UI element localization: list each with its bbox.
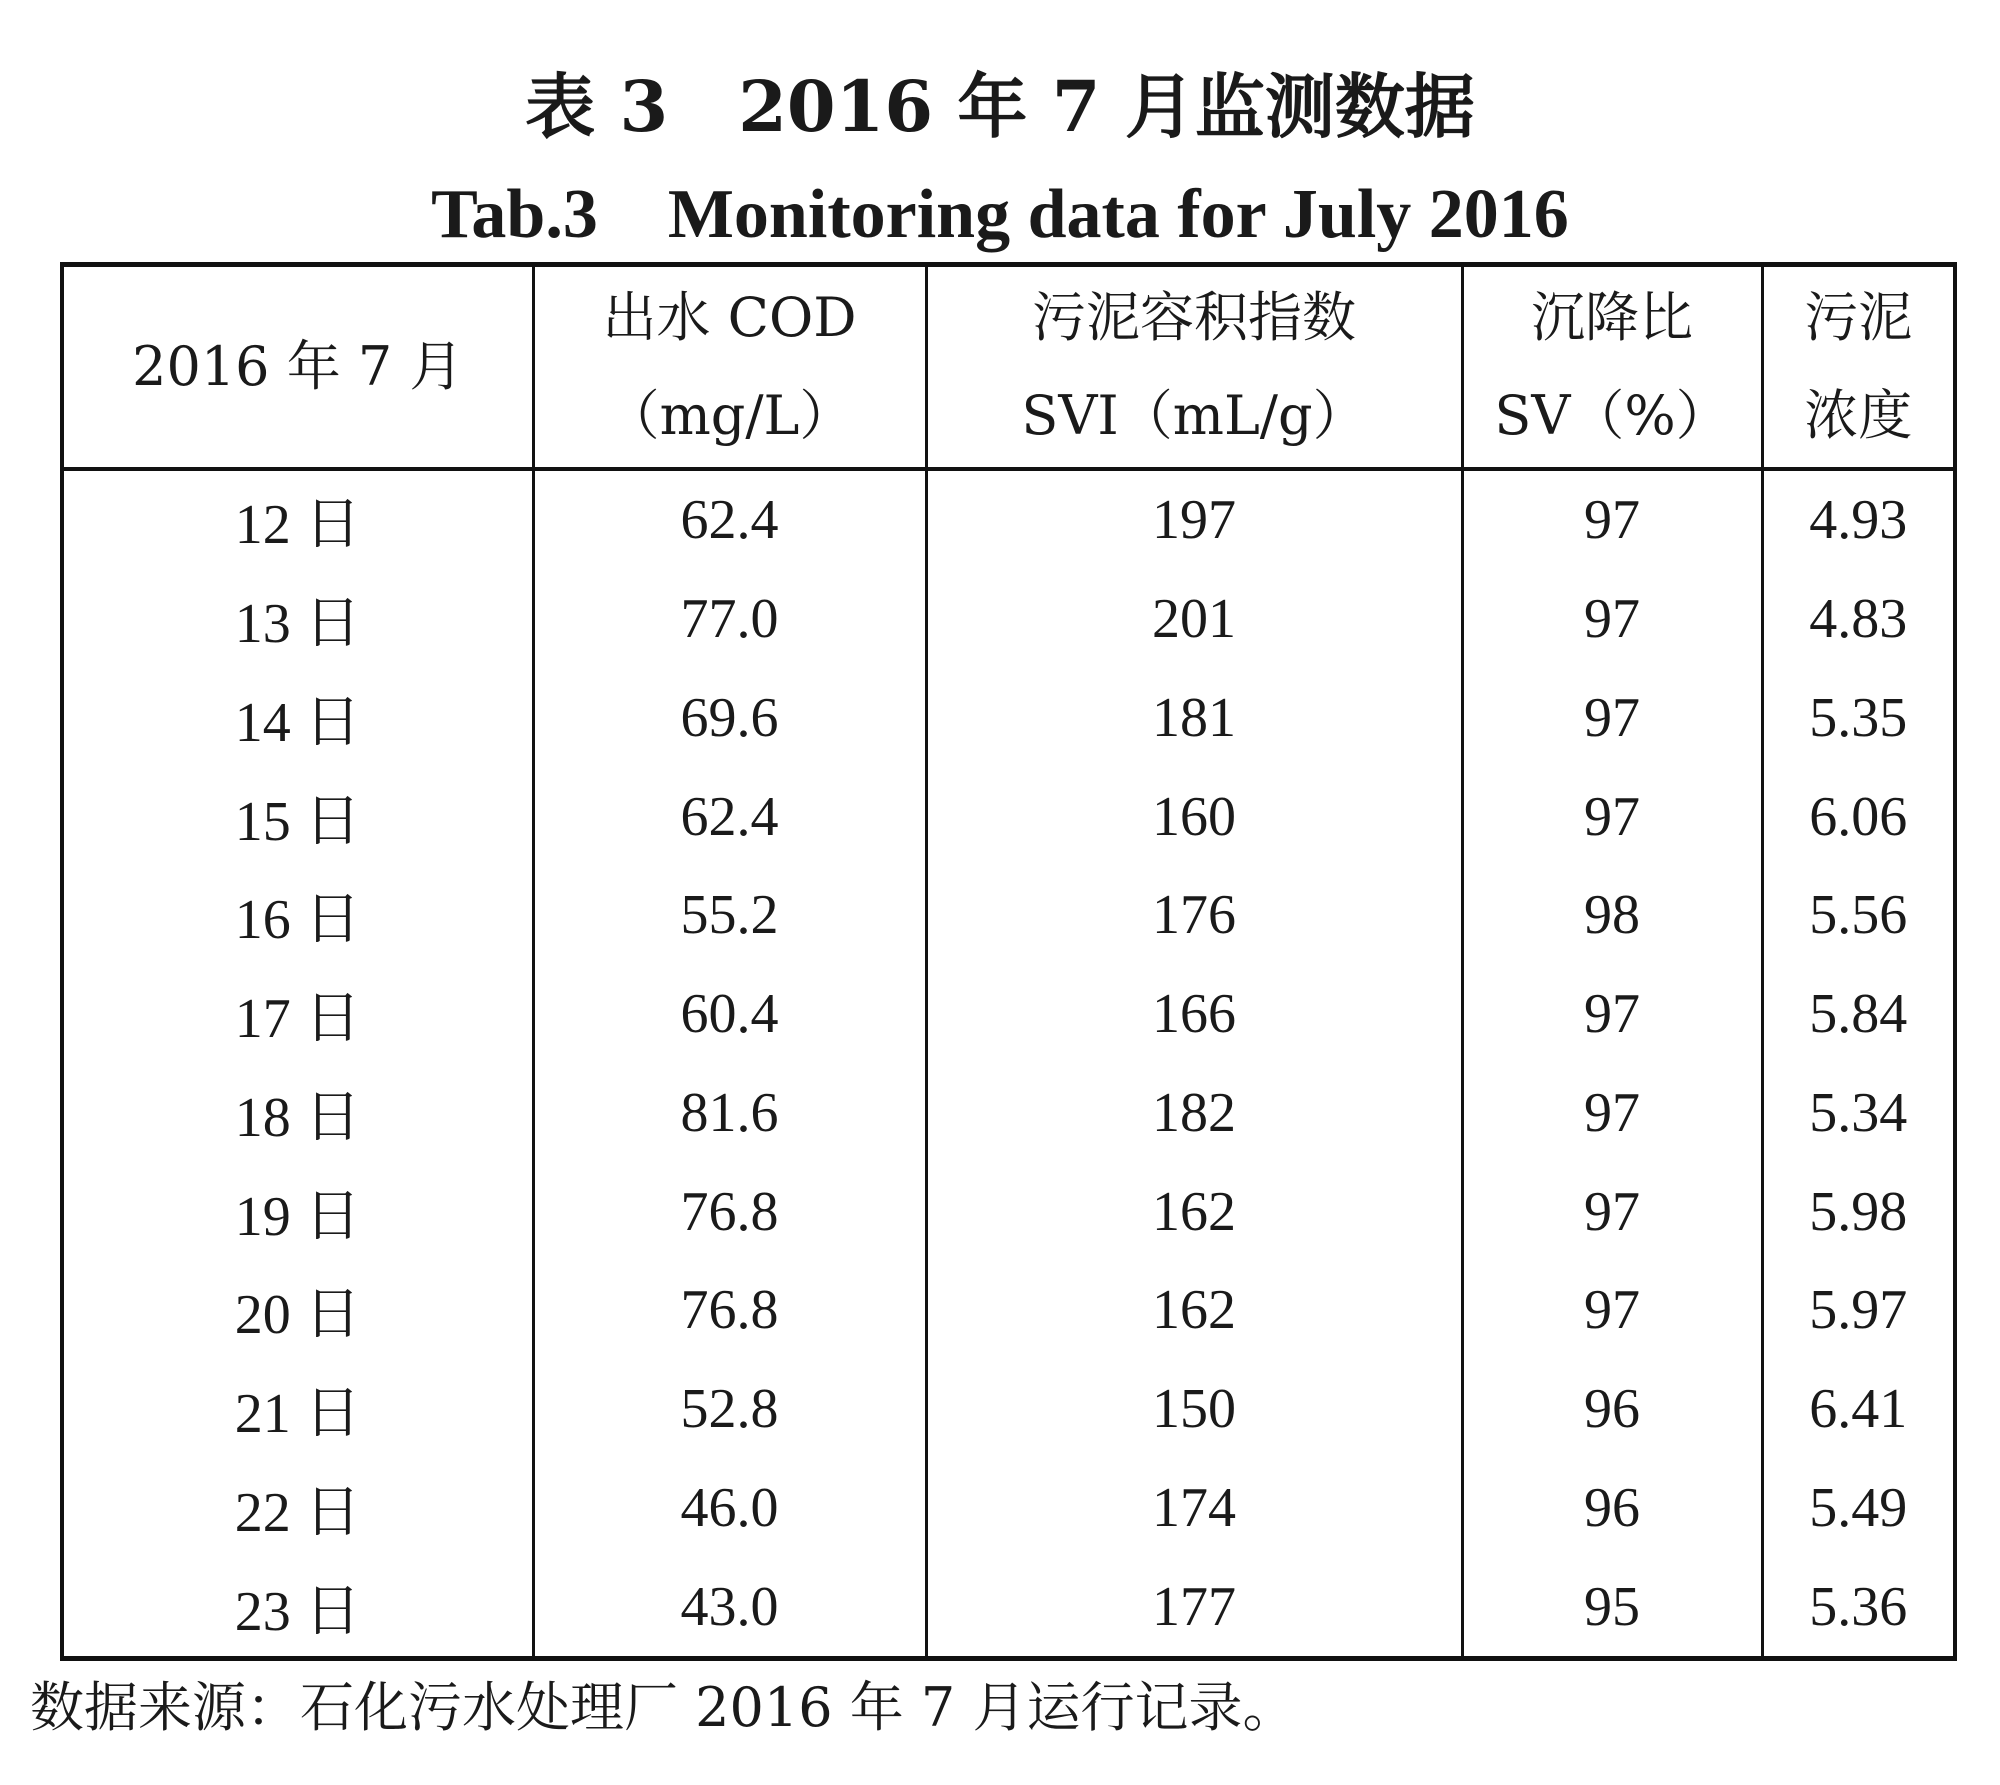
cell-day: 23 日 (234, 1580, 361, 1643)
header-sludge-concentration-line1: 污泥 (1804, 286, 1913, 349)
cell-svi: 181 (926, 669, 1462, 768)
cell-day: 17 日 (234, 988, 361, 1051)
table-row (62, 469, 1955, 570)
header-sludge-concentration-line2: 浓度 (1804, 384, 1913, 447)
cell-sludge-concentration: 5.97 (1762, 1261, 1955, 1360)
cell-sludge-concentration: 5.84 (1762, 965, 1955, 1064)
cell-sv: 97 (1462, 1063, 1762, 1162)
cell-effluent-cod: 69.6 (533, 669, 926, 768)
cell-sv: 97 (1462, 767, 1762, 866)
header-svi-unit: SVI（mL/g） (1021, 384, 1367, 447)
table-row (62, 1063, 1955, 1162)
cell-svi: 197 (926, 469, 1462, 570)
cell-day: 20 日 (234, 1284, 361, 1347)
cell-effluent-cod: 60.4 (533, 965, 926, 1064)
cell-effluent-cod: 62.4 (533, 767, 926, 866)
cell-sludge-concentration: 6.41 (1762, 1360, 1955, 1459)
header-month (62, 265, 533, 470)
cell-sludge-concentration: 4.83 (1762, 570, 1955, 669)
cell-sv: 97 (1462, 570, 1762, 669)
cell-effluent-cod: 46.0 (533, 1458, 926, 1557)
cell-sludge-concentration: 5.98 (1762, 1162, 1955, 1261)
monitoring-data-table (60, 262, 1957, 1661)
header-effluent-cod (533, 265, 926, 470)
header-sv-label: 沉降比 (1531, 286, 1693, 349)
cell-effluent-cod: 52.8 (533, 1360, 926, 1459)
table-row (62, 1458, 1955, 1557)
table-row (62, 767, 1955, 866)
cell-svi: 176 (926, 866, 1462, 965)
table-row (62, 1360, 1955, 1459)
cell-day: 13 日 (234, 593, 361, 656)
header-effluent-cod-label: 出水 COD (602, 286, 857, 349)
header-month-label: 2016 年 7 月 (132, 335, 464, 398)
cell-effluent-cod: 76.8 (533, 1261, 926, 1360)
cell-sv: 98 (1462, 866, 1762, 965)
table-row (62, 866, 1955, 965)
cell-svi: 160 (926, 767, 1462, 866)
cell-sv: 97 (1462, 965, 1762, 1064)
cell-svi: 177 (926, 1557, 1462, 1658)
cell-sludge-concentration: 6.06 (1762, 767, 1955, 866)
cell-day: 12 日 (234, 494, 361, 557)
cell-sludge-concentration: 5.49 (1762, 1458, 1955, 1557)
table-title-chinese: 表 3 2016 年 7 月监测数据 (525, 65, 1475, 148)
cell-sv: 95 (1462, 1557, 1762, 1658)
cell-day: 15 日 (234, 790, 361, 853)
cell-sludge-concentration: 4.93 (1762, 469, 1955, 570)
table-row (62, 1261, 1955, 1360)
header-sludge-concentration (1762, 265, 1955, 470)
table-row (62, 1557, 1955, 1658)
cell-sv: 96 (1462, 1360, 1762, 1459)
cell-day: 18 日 (234, 1086, 361, 1149)
table-body (62, 469, 1955, 1659)
cell-day: 22 日 (234, 1481, 361, 1544)
cell-sludge-concentration: 5.35 (1762, 669, 1955, 768)
cell-sv: 96 (1462, 1458, 1762, 1557)
cell-sv: 97 (1462, 469, 1762, 570)
header-svi-label: 污泥容积指数 (1032, 286, 1356, 349)
cell-day: 14 日 (234, 691, 361, 754)
cell-sv: 97 (1462, 669, 1762, 768)
cell-effluent-cod: 77.0 (533, 570, 926, 669)
cell-day: 21 日 (234, 1383, 361, 1446)
header-effluent-cod-unit: （mg/L） (605, 384, 854, 447)
cell-sludge-concentration: 5.36 (1762, 1557, 1955, 1658)
table-row (62, 669, 1955, 768)
data-source-footnote: 数据来源：石化污水处理厂 2016 年 7 月运行记录。 (30, 1676, 1297, 1739)
cell-effluent-cod: 81.6 (533, 1063, 926, 1162)
table-row (62, 570, 1955, 669)
cell-svi: 201 (926, 570, 1462, 669)
cell-effluent-cod: 43.0 (533, 1557, 926, 1658)
cell-sv: 97 (1462, 1162, 1762, 1261)
cell-svi: 162 (926, 1261, 1462, 1360)
cell-svi: 162 (926, 1162, 1462, 1261)
cell-sv: 97 (1462, 1261, 1762, 1360)
header-sv (1462, 265, 1762, 470)
cell-svi: 150 (926, 1360, 1462, 1459)
cell-day: 19 日 (234, 1185, 361, 1248)
cell-sludge-concentration: 5.34 (1762, 1063, 1955, 1162)
cell-day: 16 日 (234, 889, 361, 952)
cell-effluent-cod: 55.2 (533, 866, 926, 965)
table-row (62, 1162, 1955, 1261)
cell-svi: 166 (926, 965, 1462, 1064)
header-sv-unit: SV（%） (1494, 384, 1730, 447)
cell-effluent-cod: 76.8 (533, 1162, 926, 1261)
header-svi (926, 265, 1462, 470)
cell-svi: 182 (926, 1063, 1462, 1162)
cell-sludge-concentration: 5.56 (1762, 866, 1955, 965)
cell-svi: 174 (926, 1458, 1462, 1557)
table-row (62, 965, 1955, 1064)
table-header-row (62, 265, 1955, 470)
table-title-english: Tab.3 Monitoring data for July 2016 (431, 176, 1569, 253)
cell-effluent-cod: 62.4 (533, 469, 926, 570)
